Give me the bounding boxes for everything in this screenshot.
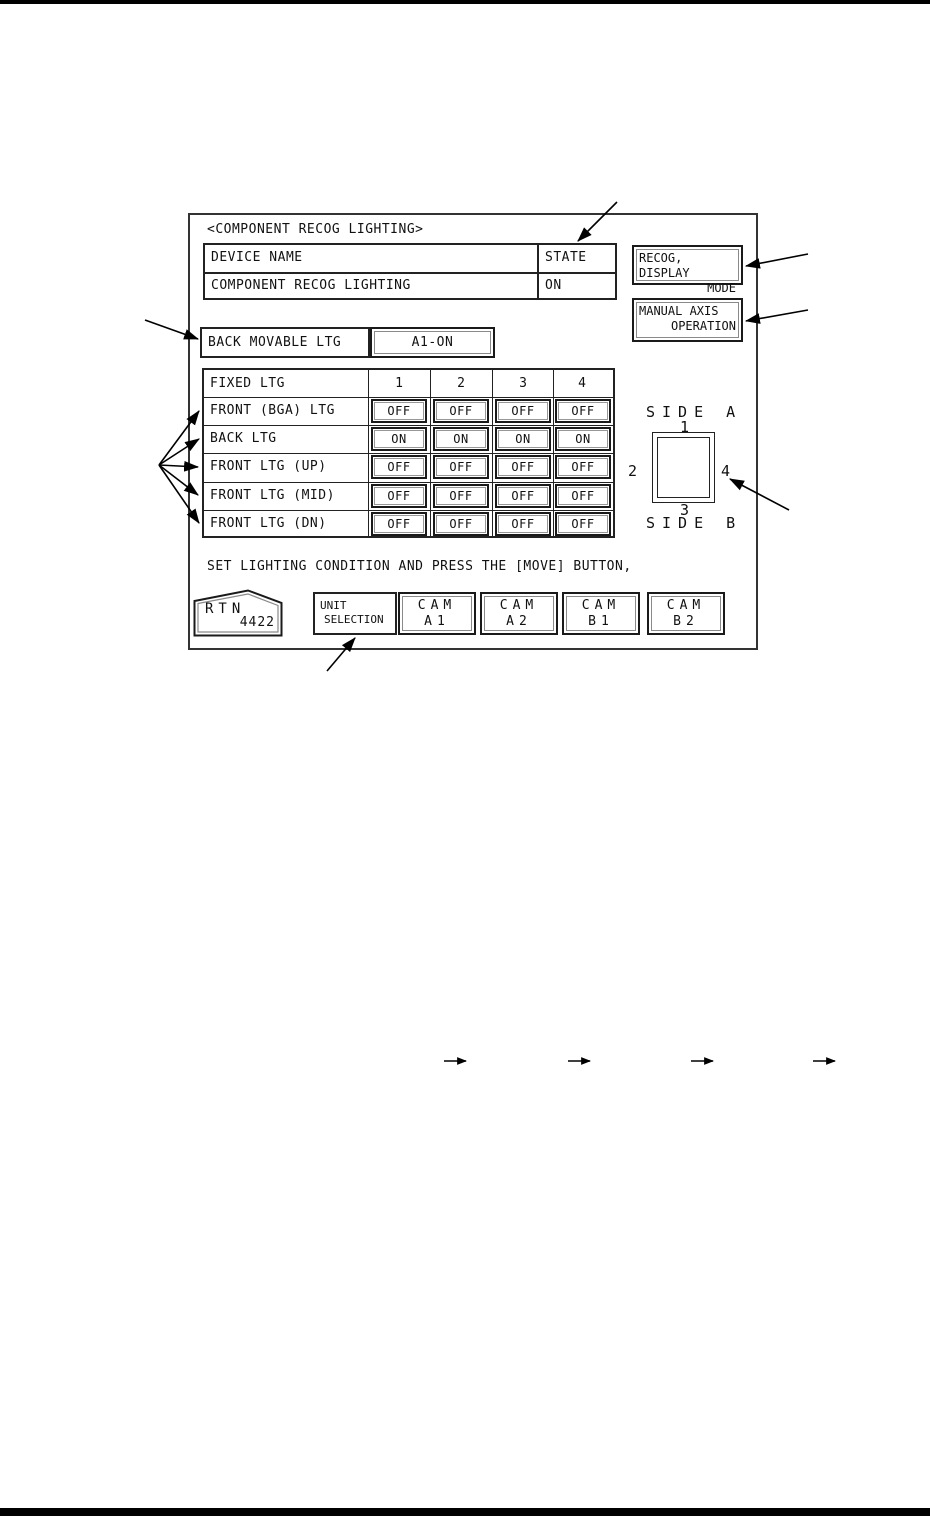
instruction-text: SET LIGHTING CONDITION AND PRESS THE [MOVE] BUTTON,: [207, 559, 632, 574]
ltg-toggle-button[interactable]: OFF: [371, 512, 427, 536]
ltg-toggle-button[interactable]: OFF: [433, 484, 489, 508]
side-a-label: SIDE A: [646, 403, 743, 421]
component-recog-lighting-screen: [188, 213, 758, 650]
ltg-toggle-button[interactable]: OFF: [495, 512, 551, 536]
cam-b2-line2: B2: [673, 614, 699, 629]
row-label-front-mid: FRONT LTG (MID): [210, 488, 335, 503]
ltg-toggle-button[interactable]: OFF: [433, 512, 489, 536]
fixed-ltg-header-label: FIXED LTG: [210, 376, 285, 391]
side-num-2: 2: [628, 462, 638, 480]
unit-selection-line2: SELECTION: [324, 613, 384, 626]
manual-axis-operation-button[interactable]: [632, 298, 743, 342]
cam-a2-button[interactable]: [480, 592, 558, 635]
ltg-toggle-button[interactable]: OFF: [495, 399, 551, 423]
rtn-label: RTN: [205, 601, 246, 617]
col-header-4: 4: [578, 376, 586, 391]
row-label-front-up: FRONT LTG (UP): [210, 459, 327, 474]
manual-axis-operation-label-line2: OPERATION: [670, 319, 736, 333]
device-name-value: COMPONENT RECOG LIGHTING: [211, 278, 411, 293]
cam-b1-line2: B1: [588, 614, 614, 629]
ltg-toggle-button[interactable]: OFF: [555, 512, 611, 536]
ltg-toggle-button[interactable]: ON: [555, 427, 611, 451]
recog-display-mode-label-line1: RECOG, DISPLAY: [639, 251, 690, 280]
ltg-toggle-button[interactable]: OFF: [371, 399, 427, 423]
ltg-toggle-button[interactable]: OFF: [433, 455, 489, 479]
ltg-toggle-button[interactable]: OFF: [495, 484, 551, 508]
side-num-1: 1: [680, 418, 690, 436]
ltg-toggle-button[interactable]: ON: [371, 427, 427, 451]
row-label-back-ltg: BACK LTG: [210, 431, 277, 446]
cam-b1-button[interactable]: [562, 592, 640, 635]
ltg-toggle-button[interactable]: OFF: [433, 399, 489, 423]
ltg-toggle-button[interactable]: OFF: [371, 455, 427, 479]
cam-b2-line1: CAM: [666, 598, 706, 613]
col-header-1: 1: [395, 376, 403, 391]
row-label-front-bga: FRONT (BGA) LTG: [210, 403, 335, 418]
ltg-toggle-button[interactable]: OFF: [495, 455, 551, 479]
camera-unit-square: [652, 432, 715, 503]
side-num-3: 3: [680, 501, 690, 519]
cam-a2-line1: CAM: [499, 598, 539, 613]
device-state-table: [203, 243, 617, 300]
camera-unit-square-inner: [657, 437, 710, 498]
fixed-ltg-table: [202, 368, 615, 538]
ltg-toggle-button[interactable]: ON: [433, 427, 489, 451]
back-movable-ltg-label: BACK MOVABLE LTG: [208, 335, 342, 350]
ltg-toggle-button[interactable]: OFF: [555, 455, 611, 479]
cam-a2-line2: A2: [506, 614, 532, 629]
recog-display-mode-button[interactable]: [632, 245, 743, 295]
rtn-button[interactable]: [193, 589, 283, 637]
col-header-2: 2: [457, 376, 465, 391]
page-bottom-rule: [0, 1508, 930, 1516]
manual-axis-operation-label-line1: MANUAL AXIS: [639, 304, 719, 318]
back-movable-ltg-state-button[interactable]: A1-ON: [370, 327, 495, 358]
cam-b2-button[interactable]: [647, 592, 725, 635]
ltg-toggle-button[interactable]: OFF: [555, 399, 611, 423]
cam-b1-line1: CAM: [581, 598, 621, 613]
device-name-header: DEVICE NAME: [211, 250, 303, 265]
cam-a1-line1: CAM: [417, 598, 457, 613]
ltg-toggle-button[interactable]: ON: [495, 427, 551, 451]
device-table-row-divider: [205, 272, 615, 274]
state-value: ON: [545, 278, 562, 293]
ltg-toggle-button[interactable]: OFF: [555, 484, 611, 508]
back-movable-ltg-label-box: [200, 327, 370, 358]
side-b-label: SIDE B: [646, 514, 743, 532]
cam-a1-line2: A1: [424, 614, 450, 629]
rtn-code: 4422: [239, 615, 275, 630]
unit-selection-button[interactable]: [313, 592, 397, 635]
row-label-front-dn: FRONT LTG (DN): [210, 516, 327, 531]
page-top-rule: [0, 0, 930, 4]
unit-selection-line1: UNIT: [320, 599, 347, 612]
side-num-4: 4: [721, 462, 731, 480]
recog-display-mode-label-line2: MODE: [707, 281, 736, 295]
cam-a1-button[interactable]: [398, 592, 476, 635]
state-header: STATE: [545, 250, 587, 265]
ltg-toggle-button[interactable]: OFF: [371, 484, 427, 508]
col-header-3: 3: [519, 376, 527, 391]
screen-title: <COMPONENT RECOG LIGHTING>: [207, 222, 424, 237]
